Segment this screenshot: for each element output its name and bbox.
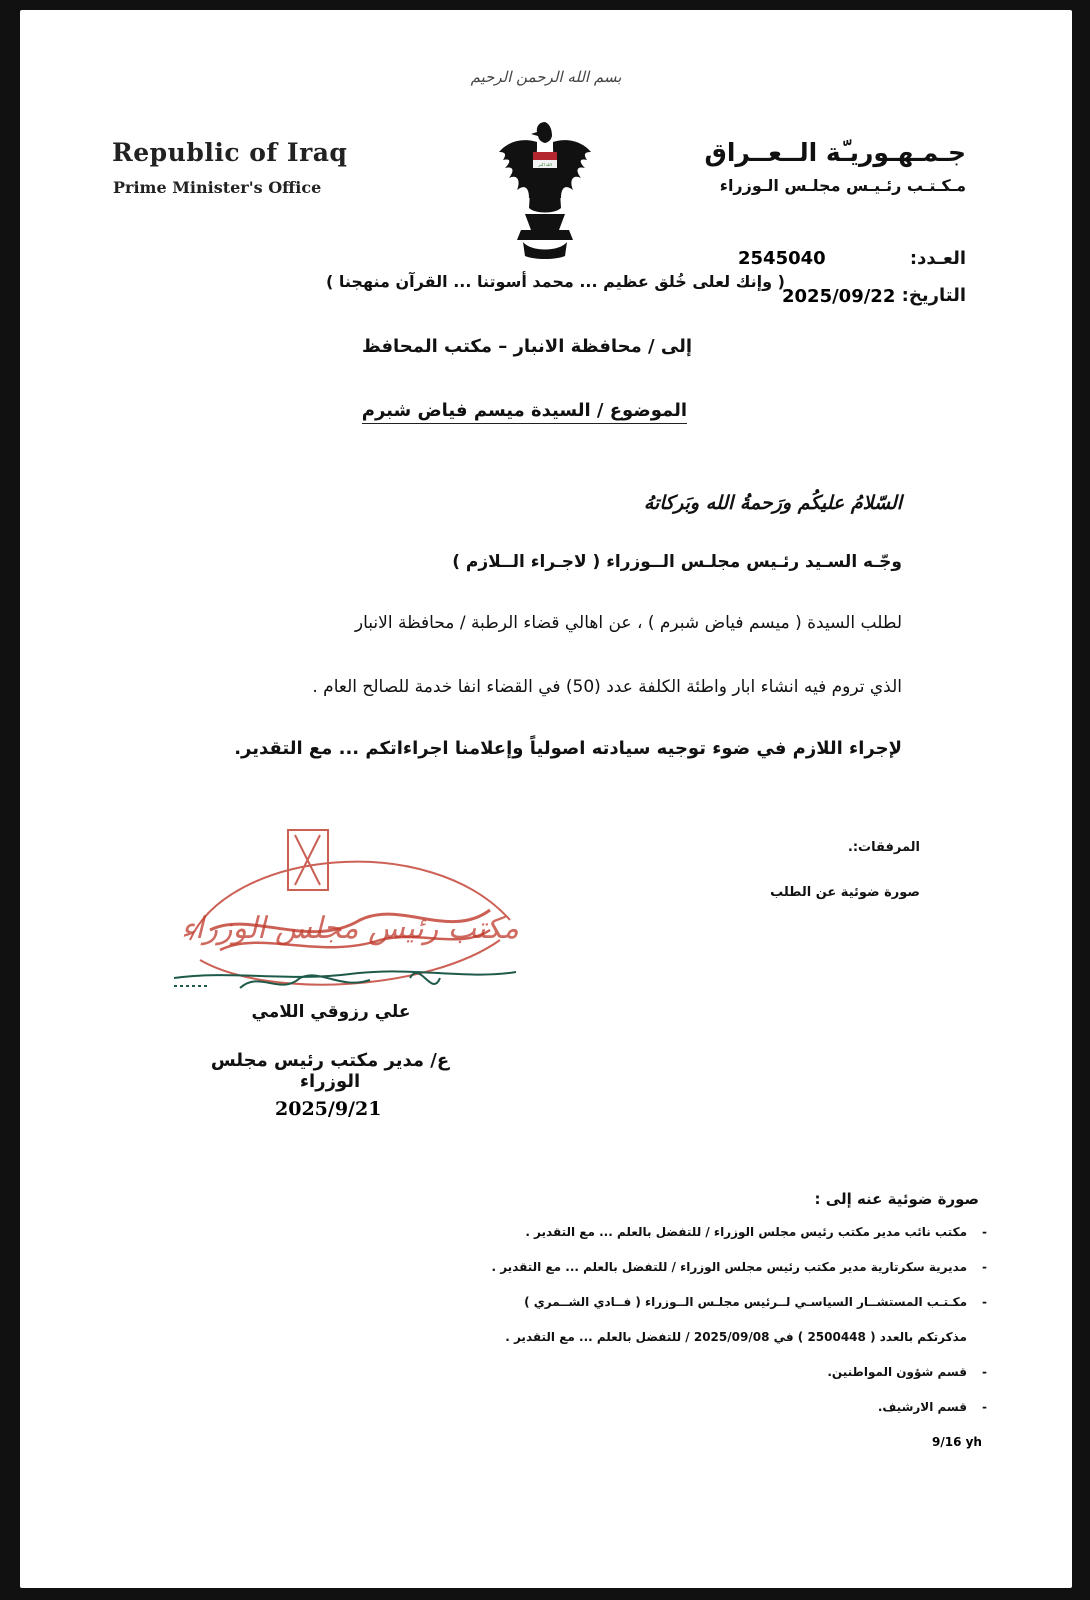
subject-line: الموضوع / السيدة ميسم فياض شبرم [362, 400, 687, 424]
republic-title-ar: جـمـهـوريـّة الــعــراق [704, 138, 966, 167]
greeting: السّلامُ عليكُم ورَحمةُ الله وبَركاتهُ [643, 492, 902, 514]
body-line-1: وجّـه السـيد رئـيس مجلـس الــوزراء ( لاجـراء الــلازم ) [452, 552, 902, 572]
office-title-en: Prime Minister's Office [113, 178, 322, 197]
republic-title-en: Republic of Iraq [112, 138, 348, 167]
office-title-ar: مـكـتـب رئـيـس مجلـس الـوزراء [719, 176, 966, 195]
signer-title: ع/ مدير مكتب رئيس مجلس الوزراء [210, 1050, 450, 1092]
reference-date-value: 2025/09/22 [782, 286, 896, 307]
copy-item: - مكتب نائب مدير مكتب رئيس مجلس الوزراء / للتفضل بالعلم ... مع التقدير . [525, 1225, 987, 1239]
copy-item: - قسم شؤون المواطنين. [827, 1365, 987, 1379]
svg-text:الله اكبر: الله اكبر [538, 162, 552, 167]
body-line-3: الذي تروم فيه انشاء ابار واطئة الكلفة عدد (50) في القضاء انفا خدمة للصالح العام . [312, 677, 902, 697]
iraq-eagle-emblem-icon [495, 118, 595, 268]
footer-code: 9/16 yh [932, 1435, 982, 1449]
letter-page [20, 10, 1072, 1588]
motto: ( وإنك لعلى خُلق عظيم ... محمد أسوتنا ... القرآن منهجنا ) [326, 272, 785, 291]
copies-title: صورة ضوئية عنه إلى : [814, 1190, 979, 1208]
reference-date-label: التاريخ: [901, 285, 966, 306]
copy-item: - قسم الارشيف. [877, 1400, 987, 1414]
office-stamp-icon [170, 810, 530, 1010]
stamp-text: مكتب رئيس مجلس الوزراء [181, 911, 519, 946]
signer-name: علي رزوقي اللامي [251, 1002, 411, 1022]
reference-number-label: العـدد: [909, 248, 966, 269]
copy-item: مذكرتكم بالعدد ( 2500448 ) في 2025/09/08 / للتفضل بالعلم ... مع التقدير . [505, 1330, 967, 1344]
basmala: بسم الله الرحمن الرحيم [470, 68, 622, 86]
addressee: إلى / محافظة الانبار – مكتب المحافظ [361, 336, 692, 357]
copy-item: - مديرية سكرتارية مدير مكتب رئيس مجلس الوزراء / للتفضل بالعلم ... مع التقدير . [491, 1260, 987, 1274]
reference-number-value: 2545040 [738, 248, 826, 269]
signature-date: 2025/9/21 [275, 1098, 382, 1120]
body-line-4: لإجراء اللازم في ضوء توجيه سيادته اصولياً وإعلامنا اجراءاتكم ... مع التقدير. [234, 738, 902, 759]
attachments-item: صورة ضوئية عن الطلب [770, 885, 920, 900]
attachments-label: المرفقات:. [847, 840, 920, 855]
copy-item: - مكـتـب المستشــار السياسـي لــرئيس مجلـس الــوزراء ( فــادي الشــمري ) [524, 1295, 987, 1309]
body-line-2: لطلب السيدة ( ميسم فياض شبرم ) ، عن اهالي قضاء الرطبة / محافظة الانبار [354, 613, 902, 633]
